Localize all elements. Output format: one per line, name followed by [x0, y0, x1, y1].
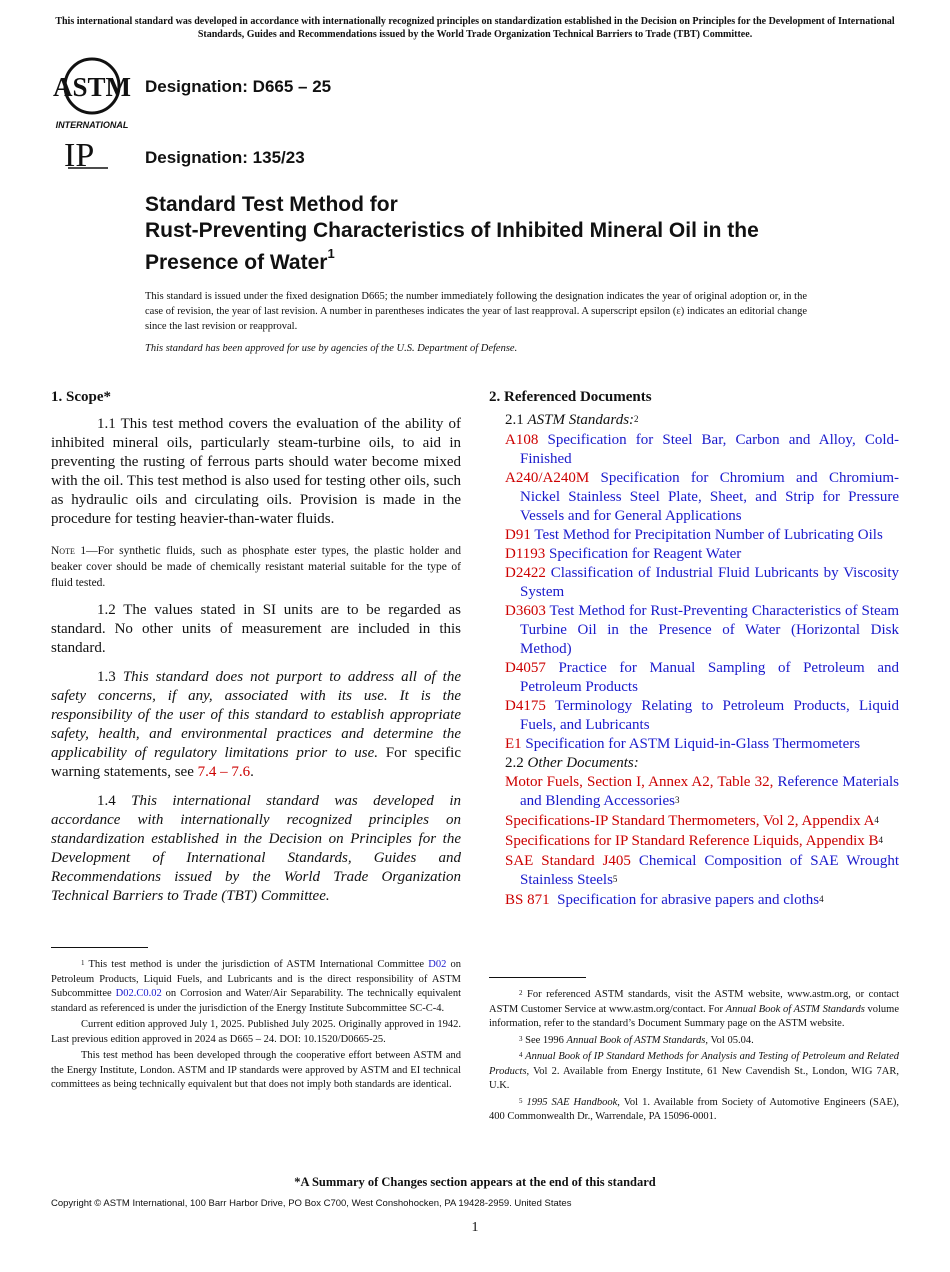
scope-1-3: 1.3 This standard does not purport to address all of the safety concerns, if any, associated with its use. It is the responsibility of the user of this standard to establish appropriate safety, health, and environmental practices and determine the applicability of regulatory limitations prior to use. For specific warning statements, see 7.4 – 7.6. [51, 669, 462, 780]
issued-statement: This standard is issued under the fixed designation D665; the number immediately following the designation indicates the year of original adoption or, in the case of revision, the year of last revision. A number in parentheses indicates the year of last reapproval. A superscript epsilon (ε) indicates an editorial change since the last revision or reapproval. [145, 291, 807, 332]
footnote-3: $^3$ See 1996 Annual Book of ASTM Standards, Vol 05.04. [519, 1034, 754, 1046]
ip-logo-text: IP [64, 137, 95, 172]
subcommittee-link[interactable]: D02.C0.02 [115, 988, 162, 999]
footnote-1-cooperation: This test method has been developed through the cooperative effort between ASTM and the Energy Institute, London. ASTM and IP standards were approved by ASTM and EI technical committees as being technically equivalent but that does not imply both standards are identical. [51, 1050, 461, 1090]
reference-item[interactable]: Motor Fuels, Section I, Annex A2, Table 32, Reference Materials and Blending Accessories$^3$ [505, 774, 899, 809]
footnotes-left [51, 958, 461, 1095]
document-title [145, 192, 825, 276]
footnote-rule-right [489, 977, 586, 978]
references-heading: 2. Referenced Documents [489, 389, 652, 405]
title-line2: Rust-Preventing Characteristics of Inhibited Mineral Oil in the Presence of Water$^1$ [145, 219, 759, 274]
note-1: Note 1—For synthetic fluids, such as phosphate ester types, the plastic holder and beaker cover should be made of chemically resistant material suitable for the type of fluid tested. [51, 545, 462, 589]
footnote-4: $^4$ Annual Book of IP Standard Methods for Analysis and Testing of Petroleum and Related Products, Vol 2. Available from Energy Institute, 61 New Cavendish St., London, WIG 7AR, U.K. [489, 1051, 899, 1091]
note-label: Note 1 [51, 545, 87, 557]
reference-item[interactable]: D4175 Terminology Relating to Petroleum Products, Liquid Fuels, and Lubricants [505, 698, 899, 733]
footnote-rule-left [51, 947, 148, 948]
footnote-5: $^5$ 1995 SAE Handbook, Vol 1. Available from Society of Automotive Engineers (SAE), 400 Commonwealth Dr., Warrendale, PA 15096-0001. [489, 1096, 899, 1122]
reference-item[interactable]: D1193 Specification for Reagent Water [505, 546, 742, 562]
designation-astm: Designation: D665 – 25 [145, 77, 332, 96]
astm-standards-subheading: 2.1 ASTM Standards:$^2$ [505, 412, 639, 428]
footnote-2: $^2$ For referenced ASTM standards, visit the ASTM website, www.astm.org, or contact ASTM Customer Service at www.astm.org/contact. For Annual Book of ASTM Standards volume information, refer to the standard’s Document Summary page on the ASTM website. [489, 989, 900, 1029]
scope-1-2: 1.2 The values stated in SI units are to be regarded as standard. No other units of measurement are included in this standard. [51, 602, 461, 656]
astm-reference-list [489, 431, 899, 754]
footnotes-right [489, 988, 899, 1127]
references-section [489, 388, 899, 911]
copyright-line: Copyright © ASTM International, 100 Barr Harbor Drive, PO Box C700, West Conshohocken, PA 19428-2959. United States [51, 1198, 572, 1209]
reference-item[interactable]: A240/A240M Specification for Chromium and Chromium-Nickel Stainless Steel Plate, Sheet, and Strip for Pressure Vessels and for General Applications [505, 470, 899, 524]
summary-of-changes-note: *A Summary of Changes section appears at the end of this standard [294, 1175, 656, 1189]
footnote-1-edition: Current edition approved July 1, 2025. Published July 2025. Originally approved in 1942. Last previous edition approved in 2024 as D665 – 24. DOI: 10.1520/D0665-25. [51, 1019, 461, 1045]
dod-statement: This standard has been approved for use by agencies of the U.S. Department of Defense. [145, 343, 518, 354]
astm-logo [52, 52, 136, 132]
reference-item[interactable]: SAE Standard J405 Chemical Composition of SAE Wrought Stainless Steels$^5$ [505, 853, 899, 888]
scope-heading: 1. Scope* [51, 389, 111, 405]
footnote-1: $^1$ This test method is under the jurisdiction of ASTM International Committee D02 on Petroleum Products, Liquid Fuels, and Lubricants and is the direct responsibility of ASTM Subcommittee D02.C0.02 on Corrosion and Water/Air Separability. The technically equivalent standard as referenced is under the jurisdiction of the Energy Institute Subcommittee SC-C-4. [51, 959, 462, 1014]
designation-ip: Designation: 135/23 [145, 148, 305, 167]
section-link-7-4[interactable]: 7.4 – 7.6 [197, 764, 251, 780]
astm-logo-letters: ASTM [52, 72, 132, 102]
committee-link[interactable]: D02 [428, 959, 447, 970]
reference-item[interactable]: D91 Test Method for Precipitation Number of Lubricating Oils [505, 527, 883, 543]
reference-item[interactable]: D2422 Classification of Industrial Fluid Lubricants by Viscosity System [505, 565, 899, 600]
reference-item[interactable]: D4057 Practice for Manual Sampling of Petroleum and Petroleum Products [505, 660, 899, 695]
ip-logo [60, 136, 120, 172]
scope-section [51, 388, 461, 916]
reference-item[interactable]: E1 Specification for ASTM Liquid-in-Glass Thermometers [505, 736, 861, 752]
other-documents-subheading: 2.2 Other Documents: [505, 755, 639, 771]
reference-item[interactable]: A108 Specification for Steel Bar, Carbon and Alloy, Cold-Finished [505, 432, 899, 467]
page-number: 1 [471, 1220, 479, 1235]
reference-item[interactable]: Specifications-IP Standard Thermometers, Vol 2, Appendix $A^4$ [505, 813, 879, 829]
scope-1-1: 1.1 This test method covers the evaluation of the ability of inhibited mineral oils, particularly steam-turbine oils, to aid in preventing the rusting of ferrous parts should water become mixed with the oil. This test method is also used for testing other oils, such as hydraulic oils and circulating oils. Provision is made in the procedure for testing heavier-than-water fluids. [51, 416, 461, 527]
title-line1: Standard Test Method for [145, 193, 398, 216]
scope-1-4: 1.4 This international standard was developed in accordance with internationally recognized principles on standardization established in the Decision on Principles for the Development of International Standards, Guides and Recommendations issued by the World Trade Organization Technical Barriers to Trade (TBT) Committee. [51, 793, 462, 904]
other-reference-list [489, 773, 899, 911]
reference-item[interactable]: D3603 Test Method for Rust-Preventing Characteristics of Steam Turbine Oil in the Presence of Water (Horizontal Disk Method) [505, 603, 899, 657]
reference-item[interactable]: Specifications for IP Standard Reference Liquids, Appendix $B^4$ [505, 833, 884, 849]
reference-item[interactable]: BS 871 Specification for abrasive papers and cloths$^4$ [505, 892, 824, 908]
title-footnote-mark: 1 [327, 246, 335, 261]
astm-logo-sub: INTERNATIONAL [55, 120, 129, 130]
header-notice: This international standard was developed in accordance with internationally recognized principles on standardization established in the Decision on Principles for the Development of International Standards, Guides and Recommendations issued by the World Trade Organization Technical Barriers to Trade (TBT) Committee. [55, 16, 895, 40]
